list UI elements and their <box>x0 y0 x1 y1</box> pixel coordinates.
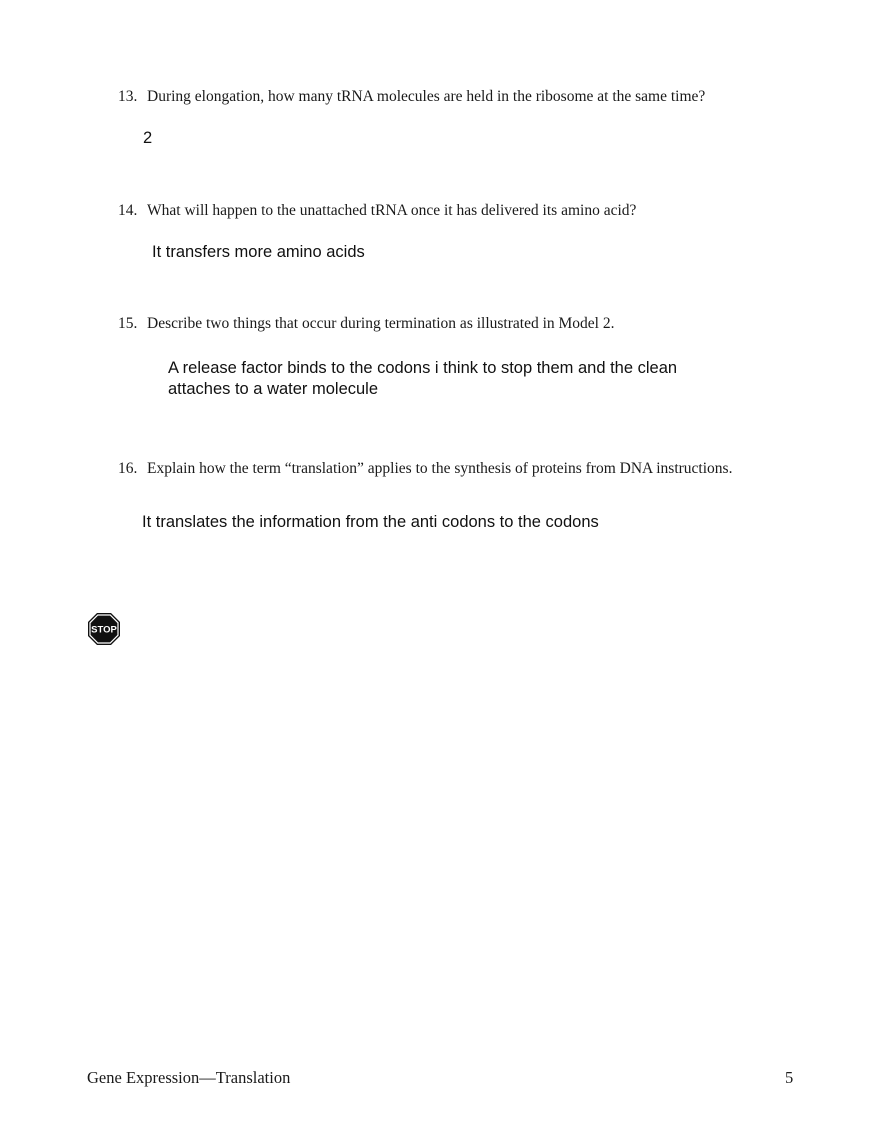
answer-14[interactable]: It transfers more amino acids <box>152 243 365 261</box>
footer-title: Gene Expression—Translation <box>87 1068 291 1087</box>
question-number: 16. <box>118 460 138 477</box>
question-number: 13. <box>118 88 138 105</box>
page-number: 5 <box>785 1068 794 1087</box>
question-number: 15. <box>118 315 138 332</box>
answer-13[interactable]: 2 <box>143 129 153 147</box>
stop-label: STOP <box>91 624 117 636</box>
answer-line: A release factor binds to the codons i think to stop them and the clean <box>168 359 678 377</box>
question-text: Describe two things that occur during termination as illustrated in Model 2. <box>147 315 615 332</box>
answer-16[interactable]: It translates the information from the anti codons to the codons <box>142 513 599 531</box>
question-number: 14. <box>118 202 138 219</box>
stop-sign-icon <box>87 612 121 646</box>
question-text: What will happen to the unattached tRNA once it has delivered its amino acid? <box>147 202 637 219</box>
answer-15[interactable] <box>168 358 677 400</box>
answer-line: attaches to a water molecule <box>168 380 379 398</box>
question-text: During elongation, how many tRNA molecules are held in the ribosome at the same time? <box>147 88 706 105</box>
question-text: Explain how the term “translation” applies to the synthesis of proteins from DNA instructions. <box>147 460 733 477</box>
